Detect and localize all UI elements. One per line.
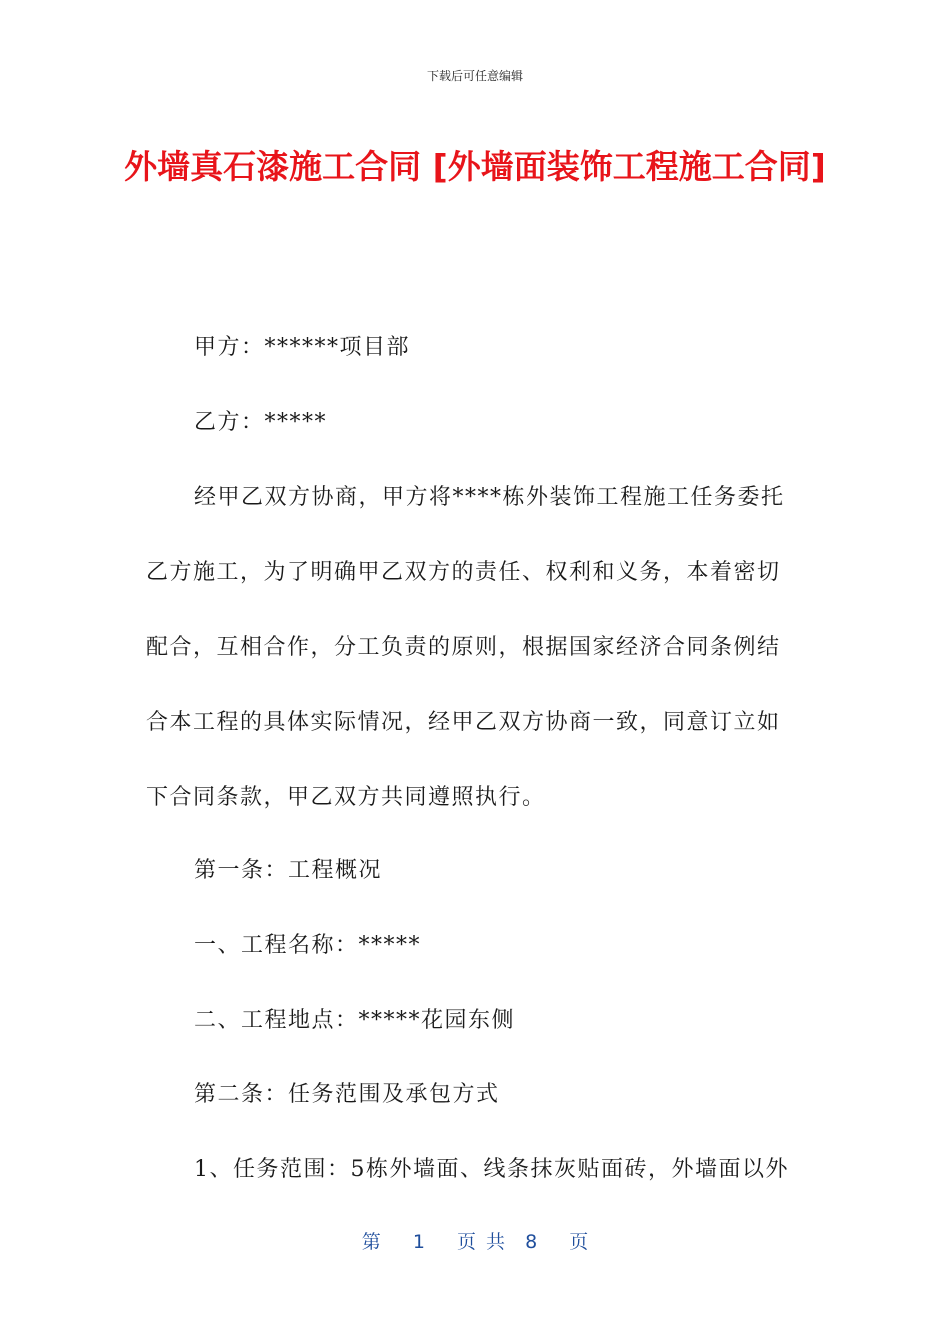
page-footer [0,1227,950,1254]
list-item: 一、工程名称：***** [194,933,422,958]
article-heading: 第二条：任务范围及承包方式 [194,1082,500,1107]
page-label-prefix: 第 [361,1231,381,1253]
paragraph-line: 乙方施工，为了明确甲乙双方的责任、权利和义务，本着密切 [146,560,781,585]
paragraph-line: 合本工程的具体实际情况，经甲乙双方协商一致，同意订立如 [146,710,781,735]
page-total: 8 [525,1231,538,1253]
list-item: 二、工程地点：*****花园东侧 [194,1008,516,1033]
page-current: 1 [412,1231,425,1253]
list-item: 1、任务范围：5栋外墙面、线条抹灰贴面砖，外墙面以外 [194,1157,789,1182]
party-b: 乙方：***** [194,410,328,435]
page-label-mid: 页 共 [456,1231,506,1253]
document-title: 外墙真石漆施工合同 [外墙面装饰工程施工合同] [124,147,826,186]
article-heading: 第一条：工程概况 [194,858,383,883]
paragraph-line: 配合，互相合作，分工负责的原则，根据国家经济合同条例结 [146,635,781,660]
paragraph-line: 经甲乙双方协商，甲方将****栋外装饰工程施工任务委托 [194,485,785,510]
header-note: 下载后可任意编辑 [426,69,523,83]
page-label-suffix: 页 [569,1231,589,1253]
paragraph-line: 下合同条款，甲乙双方共同遵照执行。 [146,785,546,810]
party-a: 甲方：******项目部 [194,335,411,360]
